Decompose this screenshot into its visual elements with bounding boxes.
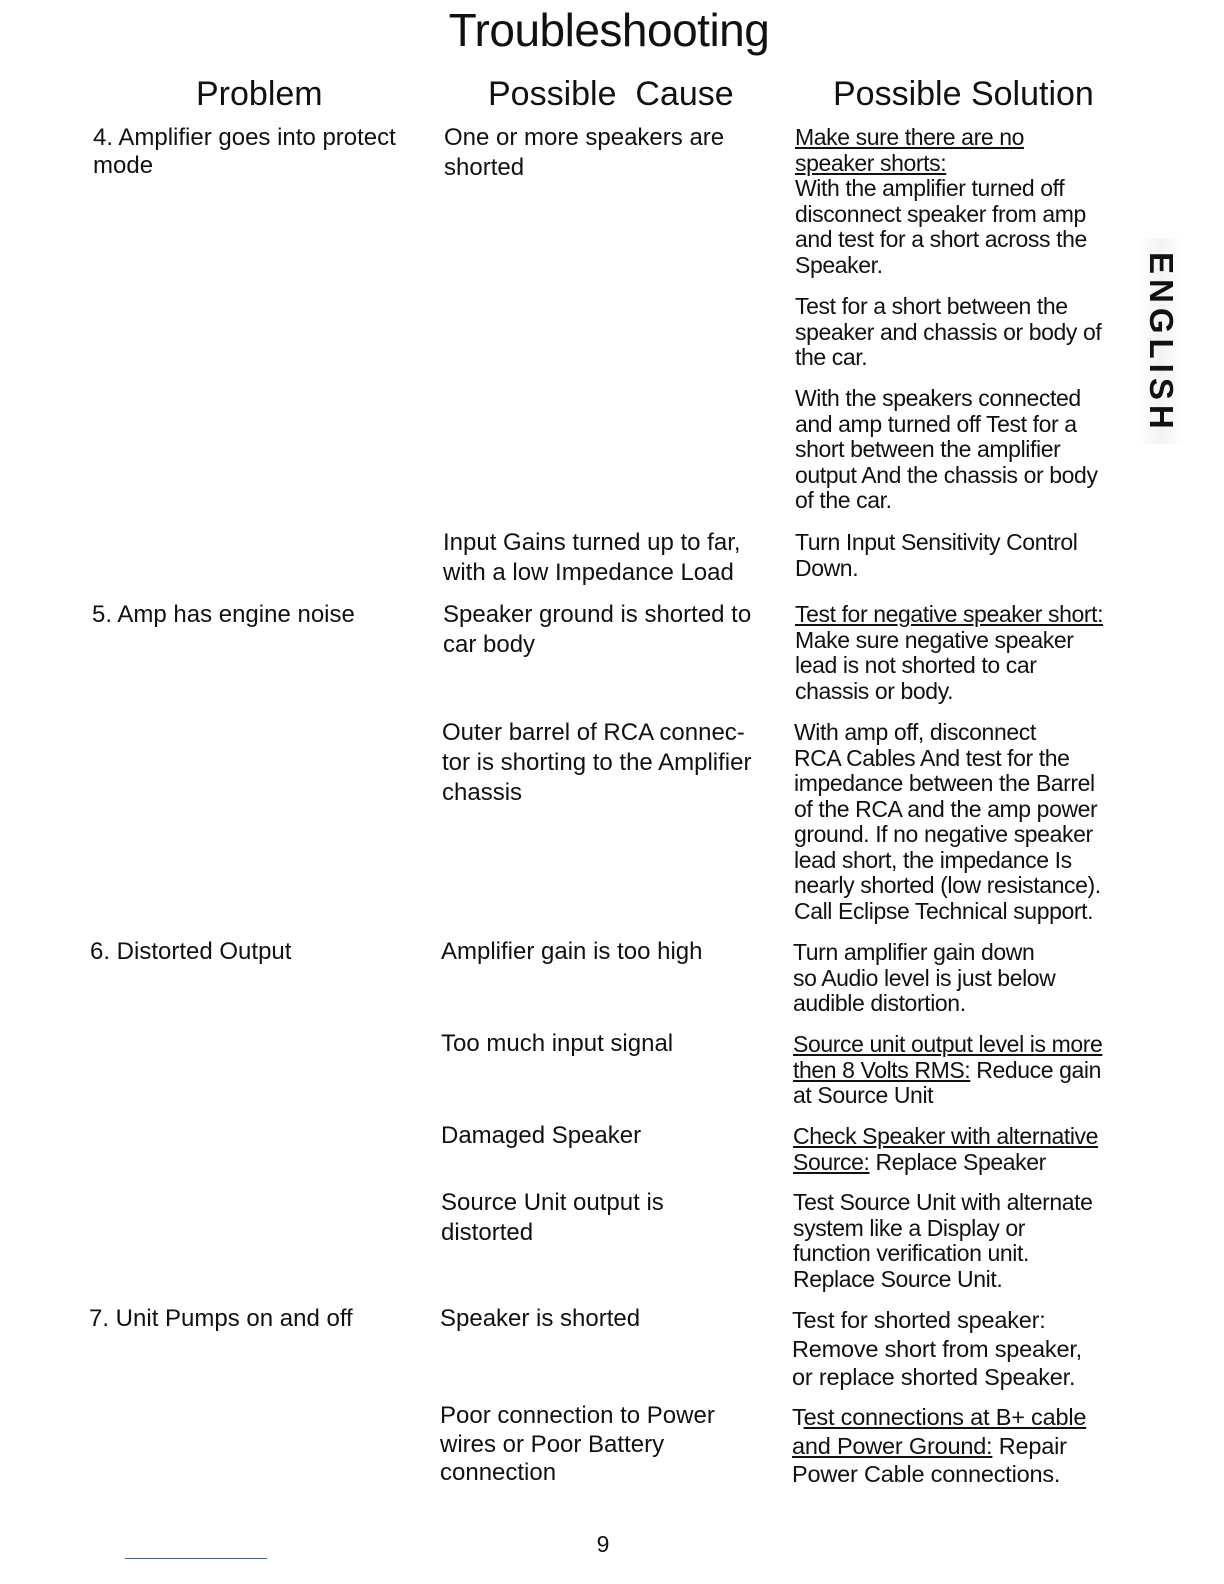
cause-4a: [444, 123, 724, 183]
cause-line: Speaker is shorted: [440, 1305, 641, 1332]
problem-line: 4. Amplifier goes into protect: [93, 124, 396, 151]
solution-6d: [793, 1190, 1093, 1292]
solution-mixed-line: [793, 1150, 1098, 1176]
column-header-solution: Possible Solution: [833, 75, 1094, 113]
problem-4: [93, 124, 396, 180]
solution-mixed-line: [793, 1058, 1102, 1084]
cause-line: car body: [443, 631, 536, 658]
problem-line: 6. Distorted Output: [90, 938, 292, 965]
cause-line: with a low Impedance Load: [443, 559, 734, 586]
problem-line: 5. Amp has engine noise: [92, 601, 355, 628]
problem-6: [90, 938, 291, 966]
cause-7a: [440, 1304, 640, 1334]
solution-4a-1: [795, 125, 1087, 278]
cause-line: wires or Poor Battery: [440, 1430, 665, 1458]
cause-line: connection: [440, 1459, 557, 1486]
solution-heading: Check Speaker with alternative: [793, 1123, 1099, 1149]
cause-4b: [443, 528, 741, 588]
solution-line: T: [792, 1404, 804, 1430]
cause-6a: [441, 937, 702, 967]
solution-heading: Source unit output level is more: [793, 1031, 1103, 1057]
solution-line: audible distortion.: [793, 990, 966, 1016]
solution-heading: speaker shorts:: [795, 149, 947, 176]
solution-line: Remove short from speaker,: [792, 1335, 1082, 1362]
page-title: Troubleshooting: [448, 4, 770, 56]
solution-5a: [795, 602, 1103, 704]
solution-7a: [792, 1306, 1082, 1392]
solution-line: With the amplifier turned off: [795, 175, 1065, 201]
solution-mixed-line: [792, 1403, 1086, 1432]
problem-line: 7. Unit Pumps on and off: [89, 1305, 353, 1332]
solution-line: ground. If no negative speaker: [794, 821, 1093, 847]
solution-line: lead is not shorted to car: [795, 652, 1037, 678]
solution-line: at Source Unit: [793, 1082, 934, 1108]
solution-line: of the car.: [795, 487, 892, 513]
language-tab-label: ENGLISH: [1143, 252, 1180, 434]
solution-line: lead short, the impedance Is: [794, 846, 1072, 873]
solution-line: Reduce gain: [970, 1056, 1102, 1083]
cause-line: Input Gains turned up to far,: [443, 529, 741, 556]
solution-line: or replace shorted Speaker.: [792, 1364, 1076, 1390]
solution-line: impedance between the Barrel: [794, 770, 1095, 796]
solution-line: chassis or body.: [795, 677, 954, 704]
solution-line: and amp turned off Test for a: [795, 410, 1077, 437]
solution-line: of the RCA and the amp power: [794, 795, 1098, 822]
page-number: 9: [596, 1531, 610, 1557]
solution-line: short between the amplifier: [795, 436, 1061, 462]
problem-7: [89, 1305, 353, 1333]
solution-heading: Source:: [793, 1148, 870, 1175]
problem-line: mode: [93, 152, 154, 179]
solution-line: function verification unit.: [793, 1240, 1029, 1266]
solution-line: disconnect speaker from amp: [795, 200, 1086, 227]
solution-line: Down.: [795, 554, 859, 581]
cause-line: Speaker ground is shorted to: [443, 601, 752, 628]
solution-line: Power Cable connections.: [792, 1461, 1061, 1487]
solution-4b: [795, 530, 1077, 581]
solution-heading: est connections at B+ cable: [803, 1404, 1087, 1430]
solution-6c: [793, 1124, 1098, 1175]
solution-line: Replace Speaker: [869, 1148, 1046, 1175]
solution-line: Test for shorted speaker:: [792, 1307, 1046, 1333]
solution-line: Turn amplifier gain down: [793, 939, 1035, 965]
solution-line: Speaker.: [795, 251, 883, 278]
solution-line: Make sure negative speaker: [795, 626, 1074, 653]
solution-heading: then 8 Volts RMS:: [793, 1056, 971, 1083]
cause-line: Source Unit output is: [441, 1189, 664, 1216]
solution-mixed-line: [792, 1432, 1086, 1461]
cause-line: tor is shorting to the Amplifier: [442, 749, 752, 776]
solution-4a-3: [795, 386, 1098, 514]
cause-line: Damaged Speaker: [441, 1122, 642, 1149]
solution-line: and test for a short across the: [795, 226, 1087, 252]
solution-line: output And the chassis or body: [795, 461, 1098, 488]
solution-line: Repair: [992, 1432, 1067, 1459]
cause-line: shorted: [444, 154, 525, 181]
solution-line: nearly shorted (low resistance).: [794, 872, 1101, 898]
solution-line: Replace Source Unit.: [793, 1265, 1003, 1292]
cause-7b: [440, 1402, 715, 1488]
column-header-problem: Problem: [196, 75, 323, 113]
cause-5a: [443, 600, 751, 660]
solution-line: so Audio level is just below: [793, 964, 1056, 991]
cause-6b: [441, 1029, 673, 1059]
solution-7b: [792, 1403, 1086, 1489]
solution-line: With amp off, disconnect: [794, 719, 1036, 745]
solution-heading: and Power Ground:: [792, 1432, 993, 1459]
cause-6d: [441, 1188, 664, 1248]
cause-line: Amplifier gain is too high: [441, 938, 703, 965]
cause-line: chassis: [442, 779, 523, 806]
cause-line: distorted: [441, 1219, 534, 1246]
solution-heading: Make sure there are no: [795, 124, 1024, 150]
solution-line: RCA Cables And test for the: [794, 744, 1070, 771]
solution-line: Test for a short between the: [795, 293, 1068, 319]
solution-line: Call Eclipse Technical support.: [794, 897, 1094, 924]
solution-6a: [793, 940, 1055, 1017]
cause-line: Outer barrel of RCA connec-: [442, 719, 745, 746]
solution-heading: Test for negative speaker short:: [795, 601, 1104, 627]
column-header-cause: Possible Cause: [488, 75, 734, 113]
cause-6c: [441, 1121, 641, 1151]
solution-6b: [793, 1032, 1102, 1109]
cause-5b: [442, 718, 751, 808]
cause-line: Too much input signal: [441, 1030, 674, 1057]
solution-line: system like a Display or: [793, 1214, 1025, 1241]
solution-line: Turn Input Sensitivity Control: [795, 529, 1078, 555]
solution-line: Test Source Unit with alternate: [793, 1189, 1093, 1215]
cause-line: One or more speakers are: [444, 124, 725, 151]
solution-4a-2: [795, 294, 1101, 371]
cause-line: Poor connection to Power: [440, 1402, 715, 1429]
solution-line: With the speakers connected: [795, 385, 1081, 411]
footer-rule: [125, 1558, 267, 1559]
solution-line: speaker and chassis or body of: [795, 318, 1102, 345]
solution-5b: [794, 720, 1101, 924]
problem-5: [92, 601, 355, 629]
solution-line: the car.: [795, 344, 868, 370]
